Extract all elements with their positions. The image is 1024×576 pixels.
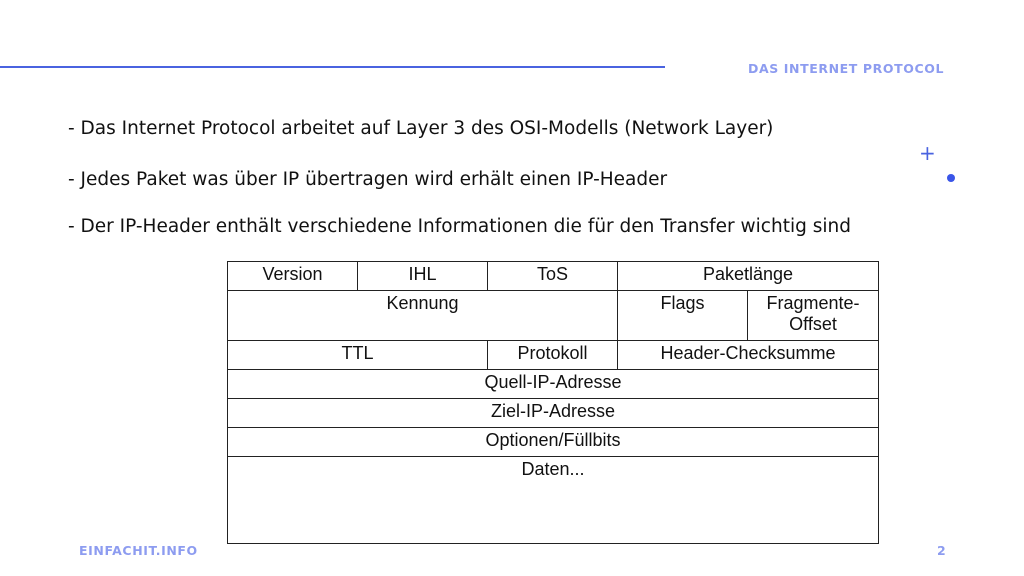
section-title: DAS INTERNET PROTOCOL	[748, 61, 945, 76]
table-row	[228, 399, 879, 428]
field-protokoll: Protokoll	[488, 341, 618, 370]
field-options: Optionen/Füllbits	[228, 428, 879, 457]
bullet-point-2: - Jedes Paket was über IP übertragen wird erhält einen IP-Header	[68, 169, 668, 190]
table-row	[228, 457, 879, 544]
field-fragment-offset	[748, 291, 879, 341]
field-tos: ToS	[488, 262, 618, 291]
bullet-point-3: - Der IP-Header enthält verschiedene Informationen die für den Transfer wichtig sind	[68, 216, 851, 237]
ip-header-table	[227, 261, 879, 544]
fragment-offset-line2: Offset	[789, 314, 837, 334]
field-source-address: Quell-IP-Adresse	[228, 370, 879, 399]
field-version: Version	[228, 262, 358, 291]
field-paketlaenge: Paketlänge	[618, 262, 879, 291]
field-destination-address: Ziel-IP-Adresse	[228, 399, 879, 428]
table-row	[228, 428, 879, 457]
table-row	[228, 341, 879, 370]
dot-icon	[947, 174, 955, 182]
field-header-checksum: Header-Checksumme	[618, 341, 879, 370]
table-row	[228, 370, 879, 399]
bullet-point-1: - Das Internet Protocol arbeitet auf Layer 3 des OSI-Modells (Network Layer)	[68, 118, 774, 139]
field-ttl: TTL	[228, 341, 488, 370]
header-accent-line	[0, 66, 665, 68]
field-data: Daten...	[228, 457, 879, 544]
plus-icon: +	[919, 141, 936, 165]
page-number: 2	[937, 543, 946, 558]
footer-site-name: EINFACHIT.INFO	[79, 543, 198, 558]
table-row	[228, 291, 879, 341]
field-kennung: Kennung	[228, 291, 618, 341]
field-flags: Flags	[618, 291, 748, 341]
fragment-offset-line1: Fragmente-	[766, 293, 860, 313]
table-row	[228, 262, 879, 291]
field-ihl: IHL	[358, 262, 488, 291]
